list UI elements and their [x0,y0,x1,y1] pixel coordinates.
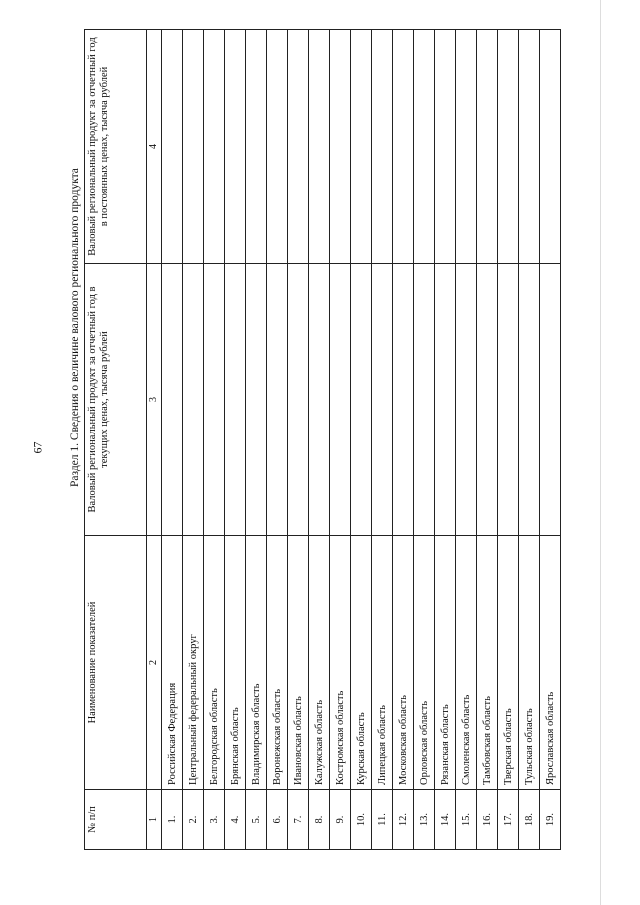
row-grp-constant-cell [162,30,183,264]
row-name-cell: Тверская область [498,536,519,790]
table-row [372,30,393,850]
row-grp-constant-cell [246,30,267,264]
row-name-cell: Брянская область [225,536,246,790]
table-row [351,30,372,850]
row-name-cell: Ярославская область [540,536,561,790]
row-grp-current-cell [183,264,204,536]
row-grp-current-cell [204,264,225,536]
table-row [246,30,267,850]
row-grp-constant-cell [309,30,330,264]
row-name-cell: Костромская область [330,536,351,790]
row-grp-current-cell [456,264,477,536]
row-grp-current-cell [414,264,435,536]
table-row [477,30,498,850]
table-row [519,30,540,850]
row-name-cell: Воронежская область [267,536,288,790]
index-cell: 1 [147,790,162,850]
row-number-cell: 11. [372,790,393,850]
grp-table [84,29,561,850]
index-cell: 4 [147,30,162,264]
page-number: 67 [30,441,45,454]
row-name-cell: Московская область [393,536,414,790]
header-grp-current-prices: Валовый региональный продукт за отчетный год в текущих ценах, тысяча рублей [85,264,147,536]
row-grp-current-cell [540,264,561,536]
row-number-cell: 18. [519,790,540,850]
row-name-cell: Российская Федерация [162,536,183,790]
table-row [540,30,561,850]
row-number-cell: 16. [477,790,498,850]
table-header-row [85,30,147,850]
row-name-cell: Белгородская область [204,536,225,790]
index-cell: 3 [147,264,162,536]
row-name-cell: Тамбовская область [477,536,498,790]
row-number-cell: 5. [246,790,267,850]
table-body [162,30,561,850]
section-title: Раздел 1. Сведения о величине валового регионального продукта [69,168,81,487]
table-row [162,30,183,850]
row-grp-current-cell [267,264,288,536]
table-row [330,30,351,850]
row-grp-current-cell [498,264,519,536]
row-grp-constant-cell [225,30,246,264]
table-row [204,30,225,850]
table-row [393,30,414,850]
row-name-cell: Владимирская область [246,536,267,790]
table-row [498,30,519,850]
row-grp-current-cell [393,264,414,536]
row-grp-current-cell [519,264,540,536]
row-grp-constant-cell [435,30,456,264]
table-row [309,30,330,850]
row-number-cell: 10. [351,790,372,850]
row-number-cell: 12. [393,790,414,850]
row-grp-constant-cell [204,30,225,264]
row-name-cell: Смоленская область [456,536,477,790]
table-row [225,30,246,850]
table-row [435,30,456,850]
row-grp-constant-cell [456,30,477,264]
row-name-cell: Рязанская область [435,536,456,790]
table-row [288,30,309,850]
row-grp-constant-cell [330,30,351,264]
row-grp-current-cell [246,264,267,536]
table-row [183,30,204,850]
row-number-cell: 4. [225,790,246,850]
table-row [456,30,477,850]
row-number-cell: 8. [309,790,330,850]
row-grp-current-cell [477,264,498,536]
table-index-row [147,30,162,850]
row-grp-constant-cell [540,30,561,264]
table-frame [84,30,560,850]
row-number-cell: 6. [267,790,288,850]
header-indicator-name: Наименование показателей [85,536,147,790]
table-row [267,30,288,850]
row-grp-constant-cell [414,30,435,264]
row-name-cell: Ивановская область [288,536,309,790]
row-number-cell: 9. [330,790,351,850]
row-number-cell: 15. [456,790,477,850]
row-grp-constant-cell [519,30,540,264]
header-grp-constant-prices: Валовый региональный продукт за отчетный год в постоянных ценах, тысяча рублей [85,30,147,264]
row-grp-current-cell [372,264,393,536]
row-grp-constant-cell [267,30,288,264]
row-number-cell: 2. [183,790,204,850]
row-number-cell: 17. [498,790,519,850]
row-name-cell: Курская область [351,536,372,790]
row-grp-constant-cell [393,30,414,264]
row-grp-current-cell [351,264,372,536]
row-grp-constant-cell [288,30,309,264]
row-grp-current-cell [435,264,456,536]
row-name-cell: Орловская область [414,536,435,790]
row-grp-current-cell [288,264,309,536]
row-grp-constant-cell [372,30,393,264]
row-name-cell: Центральный федеральный округ [183,536,204,790]
row-grp-current-cell [309,264,330,536]
row-name-cell: Тульская область [519,536,540,790]
scan-edge-line [600,0,601,905]
row-number-cell: 1. [162,790,183,850]
header-number: № п/п [85,790,147,850]
row-number-cell: 7. [288,790,309,850]
row-grp-current-cell [225,264,246,536]
row-grp-current-cell [162,264,183,536]
row-grp-constant-cell [498,30,519,264]
row-number-cell: 14. [435,790,456,850]
row-grp-constant-cell [477,30,498,264]
row-name-cell: Калужская область [309,536,330,790]
row-grp-current-cell [330,264,351,536]
row-number-cell: 13. [414,790,435,850]
row-grp-constant-cell [351,30,372,264]
table-row [414,30,435,850]
row-number-cell: 3. [204,790,225,850]
index-cell: 2 [147,536,162,790]
row-number-cell: 19. [540,790,561,850]
row-name-cell: Липецкая область [372,536,393,790]
row-grp-constant-cell [183,30,204,264]
